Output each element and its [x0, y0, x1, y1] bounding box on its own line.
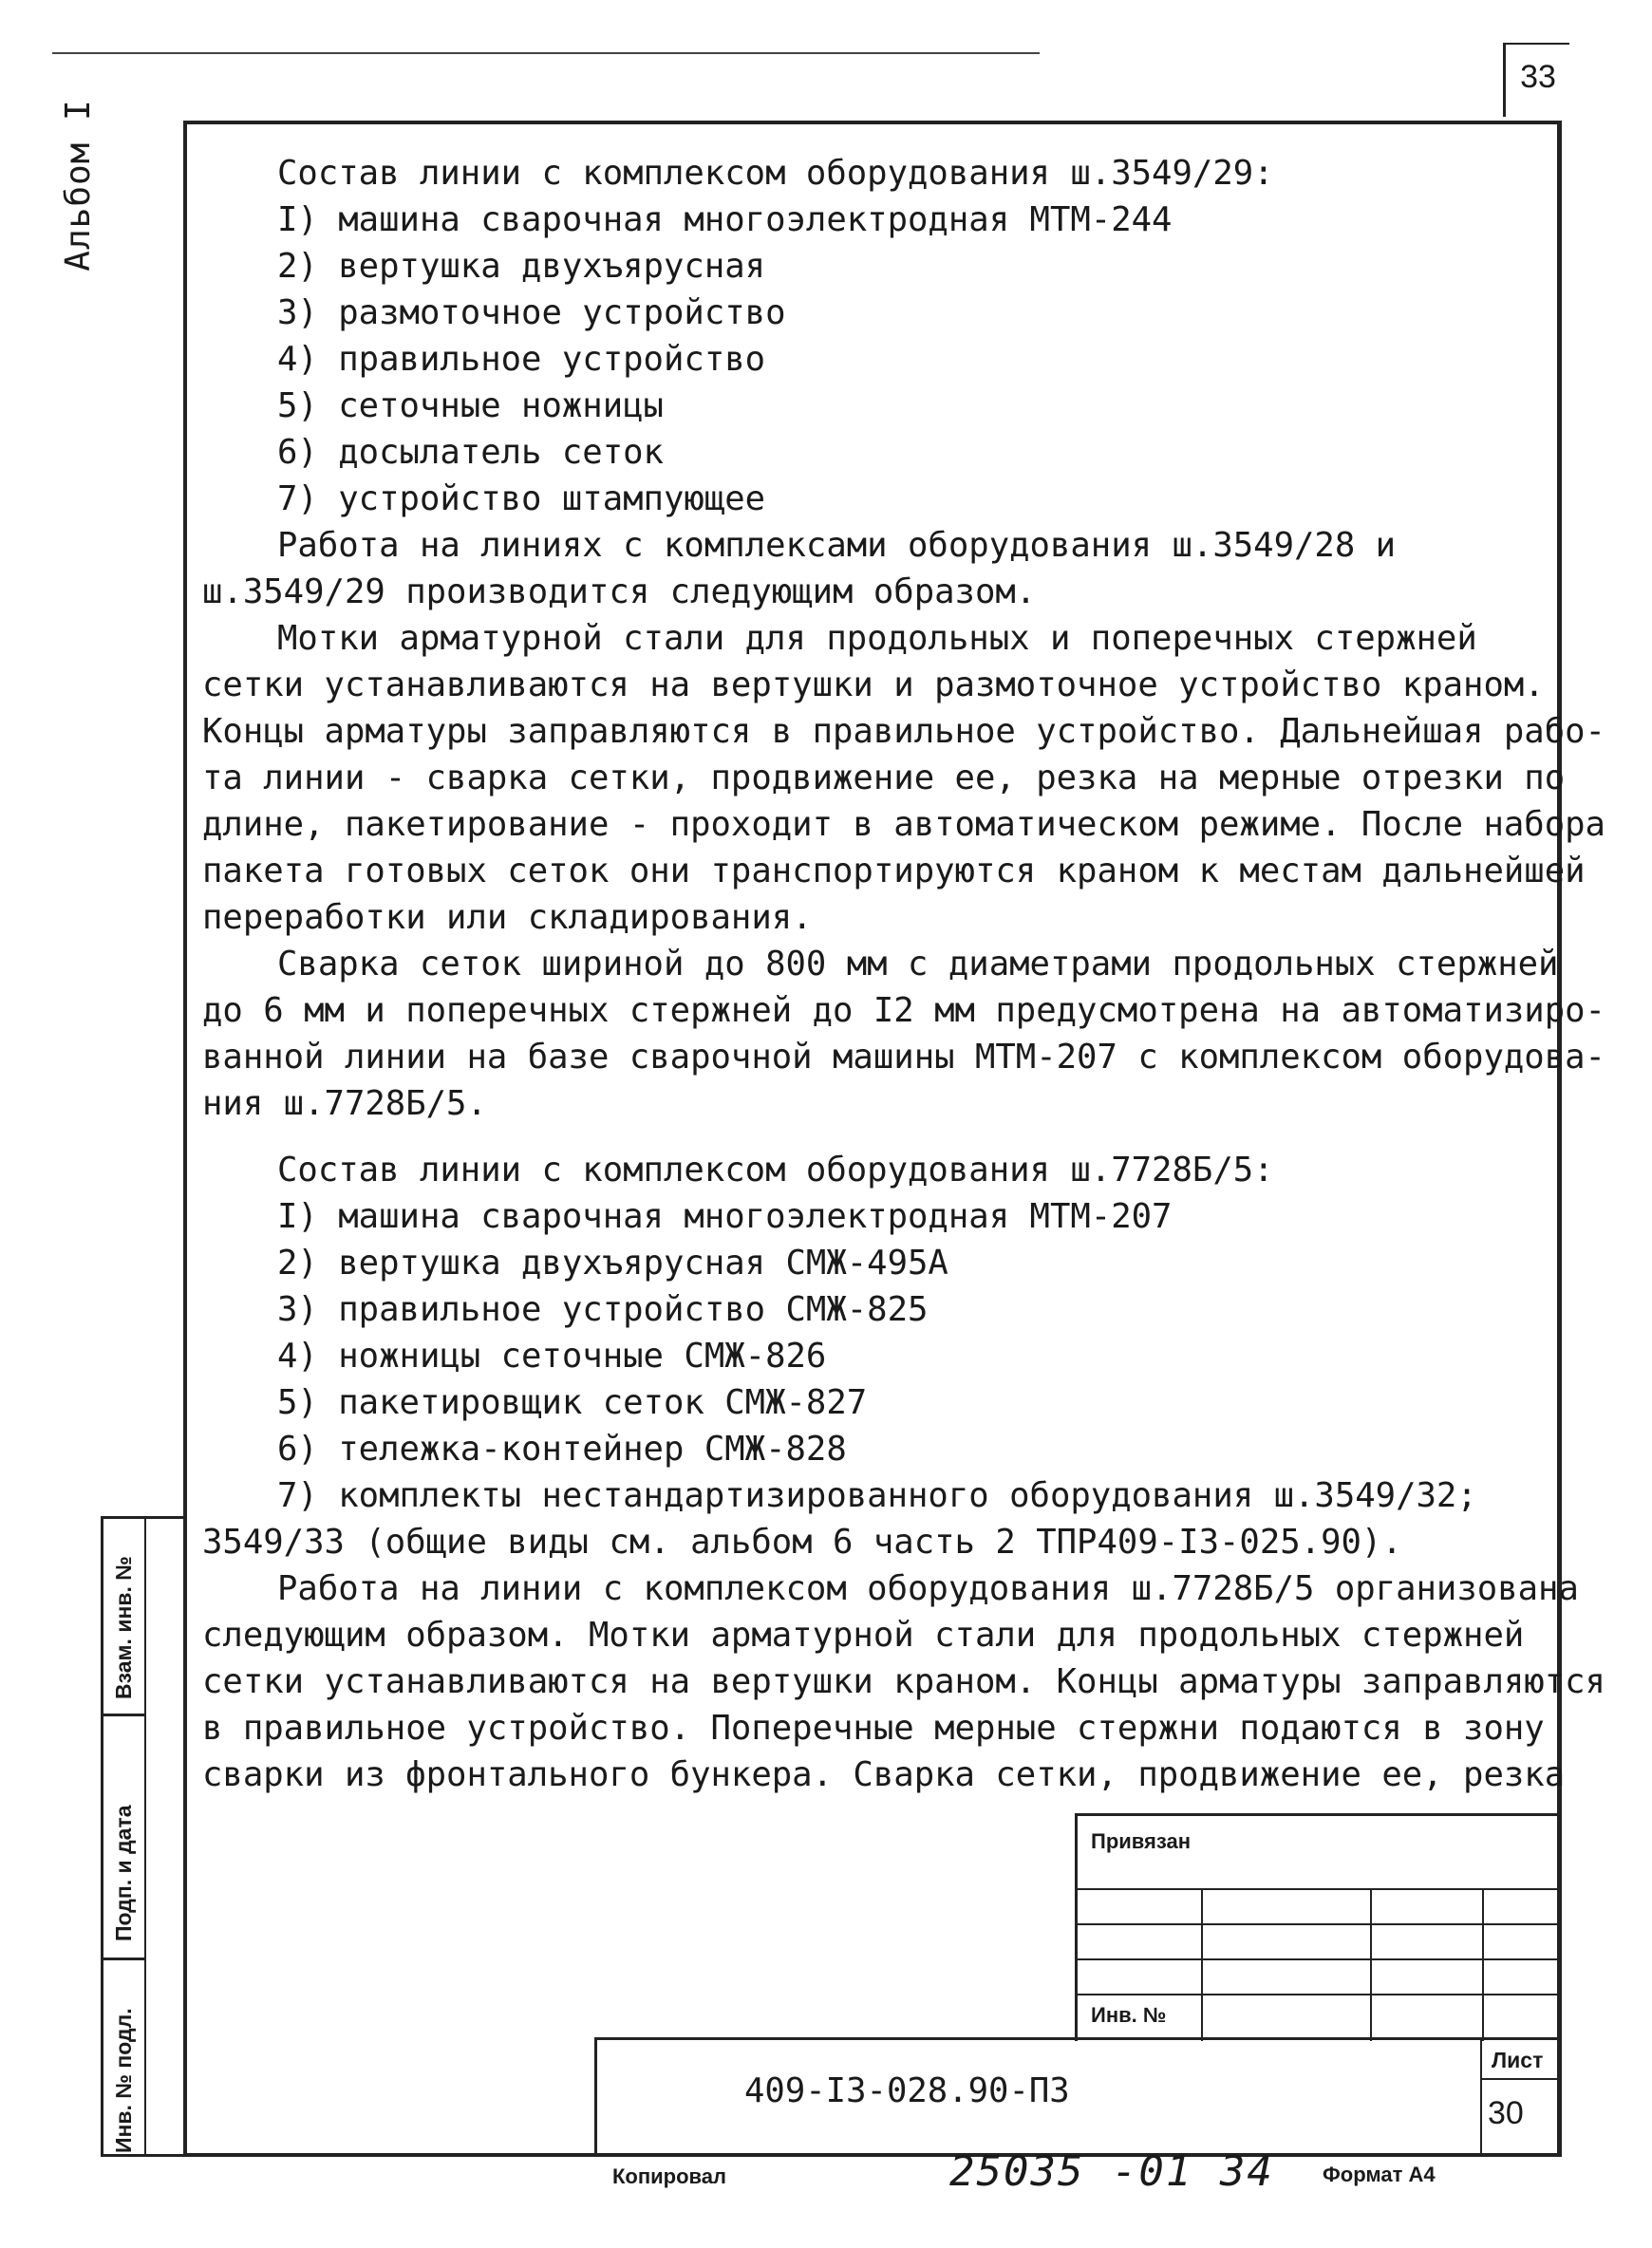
text-line: следующим образом. Мотки арматурной стали для продольных стержней [202, 1616, 1525, 1655]
text-line: ния ш.7728Б/5. [202, 1084, 487, 1123]
list-item: 2) вертушка двухъярусная [277, 247, 766, 286]
text-line: переработки или складирования. [202, 898, 813, 937]
format-label: Формат А4 [1323, 2163, 1436, 2186]
text-line: Состав линии с комплексом оборудования ш.7728Б/5: [277, 1151, 1274, 1190]
text-line: в правильное устройство. Поперечные мерные стержни подаются в зону [202, 1709, 1545, 1748]
text-line: сетки устанавливаются на вертушки и размоточное устройство краном. [202, 665, 1545, 704]
text-line: сетки устанавливаются на вертушки краном. Концы арматуры заправляются [202, 1662, 1605, 1701]
text-line: Работа на линиях с комплексами оборудования ш.3549/28 и [277, 526, 1397, 565]
text-line: та линии - сварка сетки, продвижение ее, резка на мерные отрезки по [202, 759, 1566, 797]
side-stamp-podp-data: Подп. и дата [111, 1805, 136, 1941]
list-item: 5) пакетировщик сеток СМЖ-827 [277, 1383, 868, 1422]
text-line: длине, пакетирование - проходит в автоматическом режиме. После набора [202, 805, 1605, 844]
list-item: 7) устройство штампующее [277, 479, 766, 518]
list-item: 6) тележка-контейнер СМЖ-828 [277, 1430, 847, 1469]
sheet-number: 30 [1488, 2095, 1524, 2131]
document-code: 409-I3-028.90-ПЗ [744, 2071, 1070, 2110]
list-item: I) машина сварочная многоэлектродная МТМ-207 [277, 1197, 1173, 1236]
side-stamp-inv-podl: Инв. № подл. [111, 2008, 136, 2153]
archive-number: 25035 -01 34 [949, 2147, 1274, 2196]
album-label: Альбом I [59, 99, 98, 272]
text-line: пакета готовых сеток они транспортируются краном к местам дальнейшей [202, 852, 1586, 890]
page-number: 33 [1520, 59, 1556, 95]
text-line: Состав линии с комплексом оборудования ш.3549/29: [277, 154, 1274, 193]
text-line: ванной линии на базе сварочной машины МТМ-207 с комплексом оборудова- [202, 1038, 1605, 1077]
list-item: 5) сеточные ножницы [277, 386, 664, 425]
list-item: 2) вертушка двухъярусная СМЖ-495А [277, 1244, 948, 1283]
text-line: сварки из фронтального бункера. Сварка сетки, продвижение ее, резка [202, 1755, 1566, 1794]
text-line: 3549/33 (общие виды см. альбом 6 часть 2 ТПР409-I3-025.90). [202, 1523, 1402, 1562]
list-item: 3) размоточное устройство [277, 293, 786, 332]
list-item: 7) комплекты нестандартизированного оборудования ш.3549/32; [277, 1476, 1477, 1515]
text-line: до 6 мм и поперечных стержней до I2 мм предусмотрена на автоматизиро- [202, 991, 1605, 1030]
text-line: Сварка сеток шириной до 800 мм с диаметрами продольных стержней [277, 945, 1559, 984]
list-item: 4) ножницы сеточные СМЖ-826 [277, 1337, 827, 1376]
list-item: 4) правильное устройство [277, 340, 766, 379]
text-line: ш.3549/29 производится следующим образом. [202, 572, 1037, 611]
privyazan-label: Привязан [1091, 1829, 1192, 1853]
list-item: 6) досылатель сеток [277, 433, 664, 472]
inv-no-label: Инв. № [1091, 2003, 1167, 2027]
sheet-label: Лист [1492, 2048, 1544, 2072]
title-block-binding [1075, 1813, 1562, 2041]
text-line: Мотки арматурной стали для продольных и поперечных стержней [277, 619, 1477, 658]
copied-label: Копировал [612, 2164, 727, 2188]
text-line: Концы арматуры заправляются в правильное устройство. Дальнейшая рабо- [202, 712, 1605, 751]
text-line: Работа на линии с комплексом оборудования ш.7728Б/5 организована [277, 1569, 1579, 1608]
side-stamp-vzam-inv: Взам. инв. № [111, 1556, 136, 1699]
title-block-main [594, 2037, 1562, 2157]
side-stamp [101, 1516, 187, 2157]
list-item: I) машина сварочная многоэлектродная МТМ-244 [277, 200, 1173, 239]
top-rule [52, 52, 1040, 54]
list-item: 3) правильное устройство СМЖ-825 [277, 1290, 929, 1329]
